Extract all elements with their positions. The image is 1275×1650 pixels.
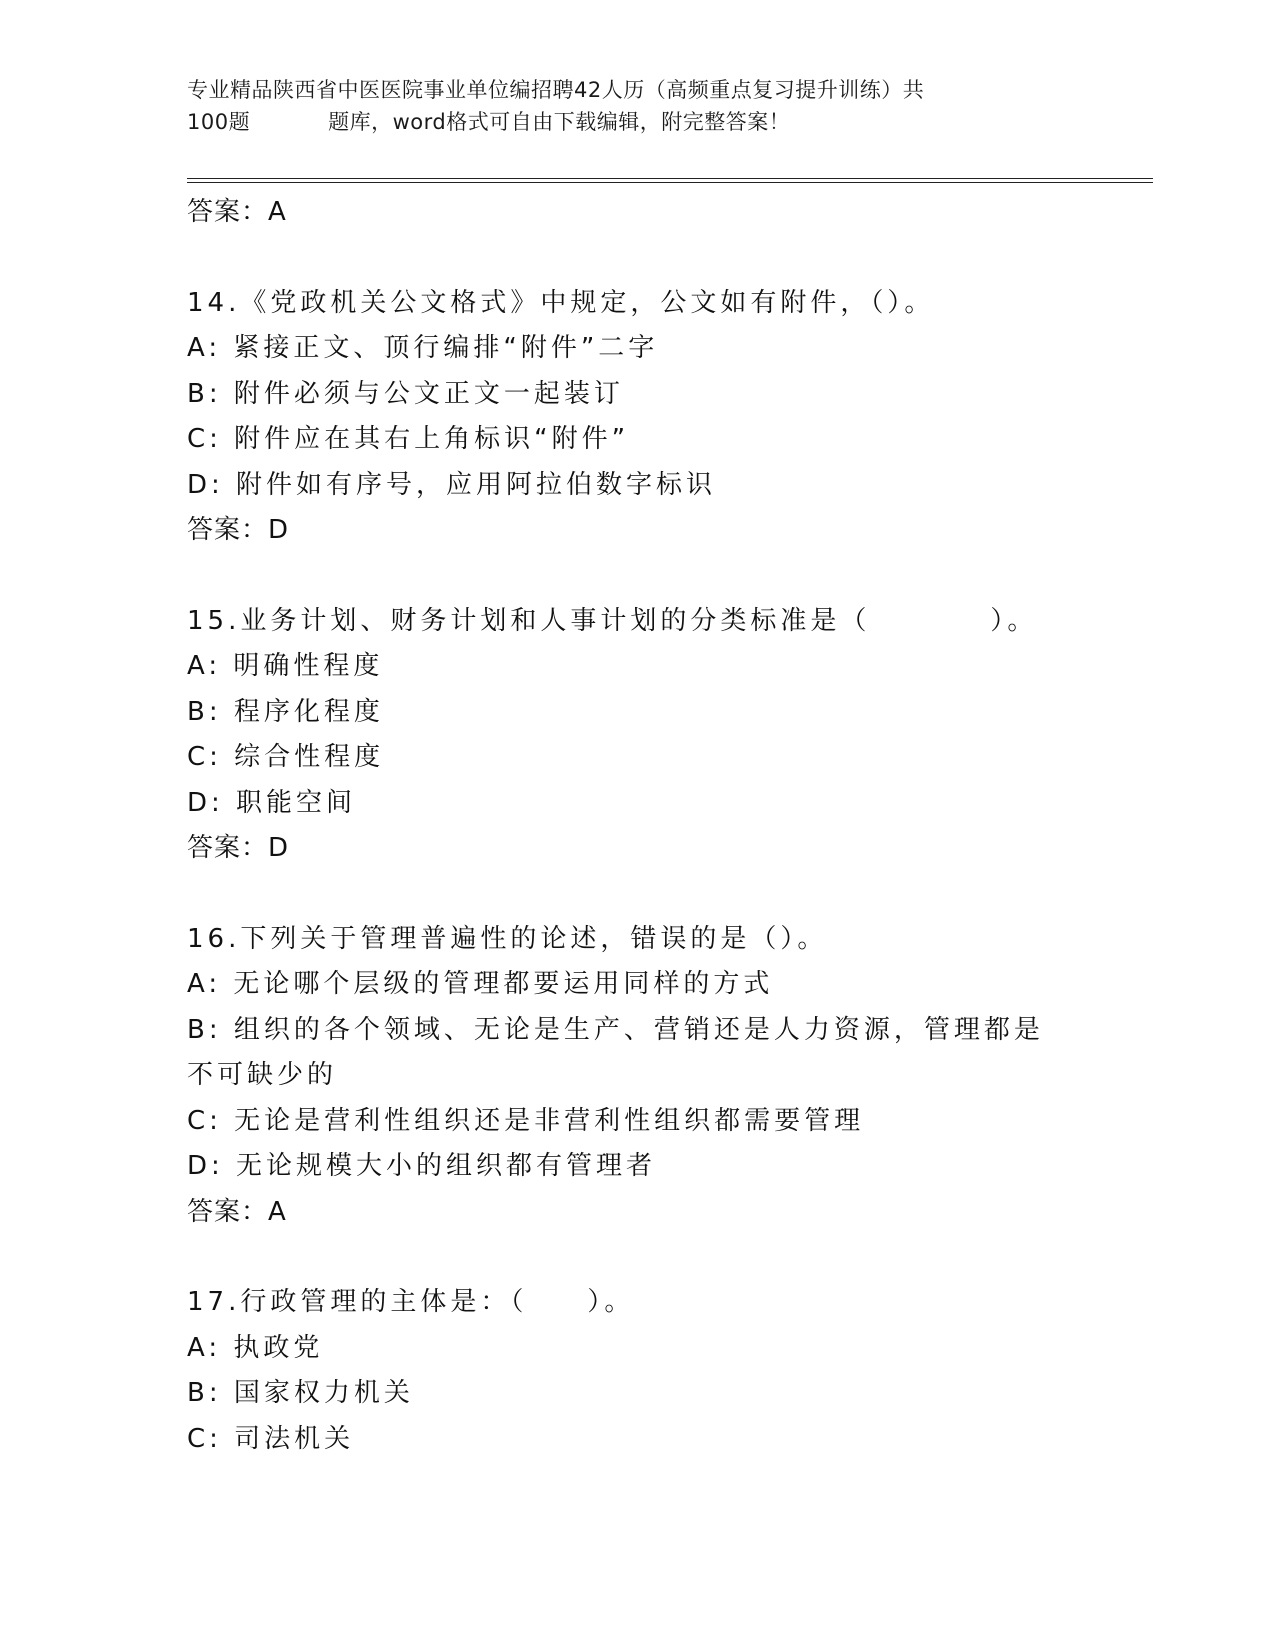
page-header bbox=[187, 74, 1087, 138]
answer: 答案：D bbox=[187, 515, 290, 545]
question-17 bbox=[187, 1280, 1087, 1462]
question-15 bbox=[187, 599, 1087, 872]
option-d: D: 附件如有序号，应用阿拉伯数字标识 bbox=[187, 469, 717, 500]
header-title-line1: 专业精品陕西省中医医院事业单位编招聘42人历（高频重点复习提升训练）共 bbox=[187, 78, 925, 102]
question-content bbox=[187, 190, 1087, 1462]
option-d: D: 职能空间 bbox=[187, 787, 357, 818]
question-stem: 14.《党政机关公文格式》中规定，公文如有附件，（）。 bbox=[187, 287, 935, 318]
question-stem: 15.业务计划、财务计划和人事计划的分类标准是（ ）。 bbox=[187, 605, 1038, 636]
option-c: C: 综合性程度 bbox=[187, 742, 385, 772]
header-double-rule bbox=[187, 178, 1153, 183]
option-d: D: 无论规模大小的组织都有管理者 bbox=[187, 1151, 657, 1181]
header-description: 题库，word格式可自由下载编辑，附完整答案！ bbox=[328, 110, 791, 134]
option-b: B: 国家权力机关 bbox=[187, 1378, 414, 1408]
option-a: A: 无论哪个层级的管理都要运用同样的方式 bbox=[187, 969, 774, 999]
option-a: A: 执政党 bbox=[187, 1332, 324, 1363]
option-b: B: 程序化程度 bbox=[187, 696, 384, 727]
option-b: B: 附件必须与公文正文一起装订 bbox=[187, 378, 624, 409]
question-stem: 17.行政管理的主体是：（ ）。 bbox=[187, 1287, 635, 1317]
option-a: A: 明确性程度 bbox=[187, 651, 384, 681]
answer: 答案：D bbox=[187, 833, 290, 863]
answer-q13: 答案：A bbox=[187, 197, 287, 227]
question-14 bbox=[187, 281, 1087, 554]
question-stem: 16.下列关于管理普遍性的论述，错误的是（）。 bbox=[187, 923, 828, 954]
option-c: C: 司法机关 bbox=[187, 1423, 355, 1454]
option-b: B: 组织的各个领域、无论是生产、营销还是人力资源，管理都是不可缺少的 bbox=[187, 1014, 1044, 1090]
option-c: C: 无论是营利性组织还是非营利性组织都需要管理 bbox=[187, 1105, 865, 1136]
option-a: A: 紧接正文、顶行编排“附件”二字 bbox=[187, 333, 659, 363]
question-16 bbox=[187, 917, 1087, 1236]
header-title-line2 bbox=[187, 106, 1087, 138]
header-question-count: 100题 bbox=[187, 110, 251, 134]
answer: 答案：A bbox=[187, 1196, 287, 1227]
option-c: C: 附件应在其右上角标识“附件” bbox=[187, 424, 630, 454]
